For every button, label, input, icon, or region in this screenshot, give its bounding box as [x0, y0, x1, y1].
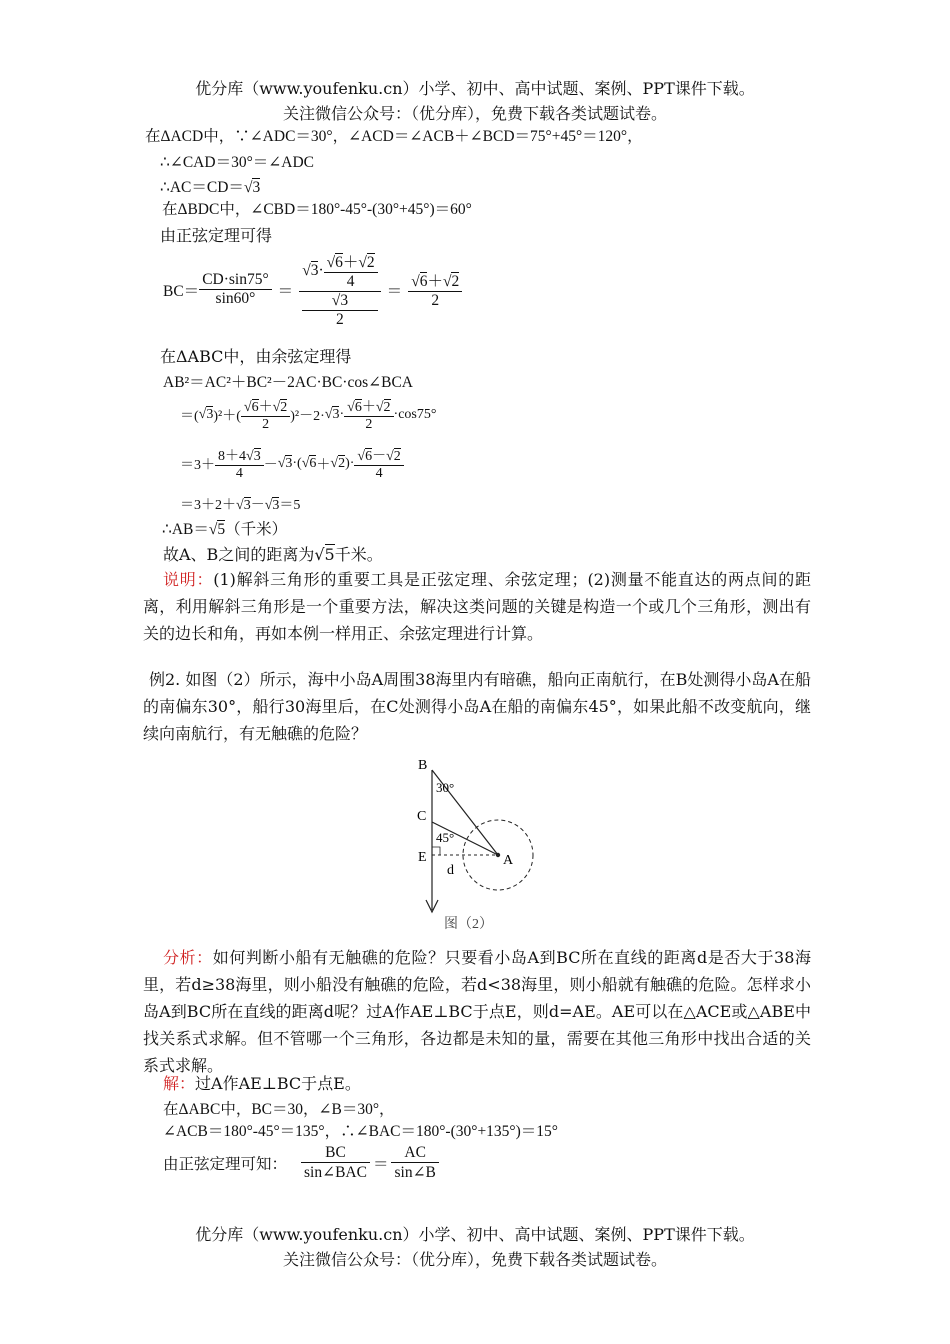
- l10f: 3: [285, 456, 293, 471]
- solution2-line-3: ∠ACB＝180°-45°＝135°，∴∠BAC＝180°-(30°+135°)＝15°: [163, 1123, 558, 1140]
- figure-caption: 图（2）: [444, 917, 493, 932]
- l9h: )²－2·: [290, 408, 325, 424]
- l13b: 5: [324, 545, 335, 564]
- label-d: d: [447, 863, 454, 878]
- line3-text: ∴AC＝CD＝: [160, 179, 244, 196]
- l9-frac-2-num: √6＋√2: [344, 396, 393, 417]
- eq-2: ＝: [386, 282, 403, 300]
- solution2-l1: 过A作AE⊥BC于点E。: [195, 1074, 361, 1093]
- l9e: ＋: [258, 400, 273, 415]
- l13c: 千米。: [334, 545, 383, 564]
- solution-line-10: ＝3＋ $\frac{8+4√3}{4}$ － √ 3 ·( √ 6 ＋ √ 2 )· $\frac{√6-√2}{4}$: [180, 445, 404, 482]
- l9m: 2: [383, 400, 391, 415]
- l13a: 故A、B之间的距离为: [163, 545, 315, 564]
- solution2-line-1: [163, 1071, 361, 1094]
- sqrt3-den: 3: [340, 292, 349, 309]
- sqrt6: 6: [335, 254, 343, 271]
- bc-formula: [163, 250, 462, 329]
- l10j: 2: [338, 456, 346, 471]
- l9c: )²＋(: [213, 408, 241, 424]
- l10k: )·: [345, 455, 355, 471]
- solution-line-12: ∴AB＝√5（千米）: [162, 521, 288, 538]
- solution2-label: 解：: [163, 1074, 196, 1093]
- l12a: ∴AB＝: [162, 521, 209, 538]
- l10i: ＋: [316, 457, 331, 473]
- solution-line-4: 在ΔBDC中，∠CBD＝180°-45°-(30°+45°)＝60°: [162, 201, 472, 218]
- l10l: 6: [365, 449, 373, 464]
- sqrt6-b: 6: [419, 273, 428, 290]
- plus-b: ＋: [427, 273, 443, 290]
- l10-frac-2: [354, 445, 403, 482]
- bc-f3-num: √6＋√2: [408, 269, 462, 292]
- bc-f2-inner-num: √6＋√2: [324, 250, 378, 273]
- l10m: －: [372, 449, 387, 464]
- footer-line-1: 优分库（www.youfenku.cn）小学、初中、高中试题、案例、PPT课件下载。: [195, 1225, 755, 1244]
- bc-f2-inner-den: 4: [346, 273, 355, 290]
- eq-1: ＝: [277, 282, 294, 300]
- solution-line-3: ∴AC＝CD＝√3: [160, 179, 261, 196]
- right-angle-mark: [432, 847, 440, 855]
- sine-law-f2-num: AC: [391, 1144, 438, 1163]
- l9o: ·cos75°: [393, 406, 437, 422]
- l10e: －: [263, 457, 278, 473]
- l12c: （千米）: [225, 521, 288, 538]
- label-b: B: [418, 758, 428, 773]
- l10a: ＝3＋: [180, 457, 215, 473]
- example2-paragraph: 例2. 如图（2）所示，海中小岛A周围38海里内有暗礁，船向正南航行，在B处测得小岛A在船的南偏东30°，船行30海里后，在C处测得小岛A在船的南偏东45°，如果此船不改变航向，继续向南航行，有无触礁的危险？: [143, 670, 811, 743]
- figure-2: [400, 750, 550, 940]
- l11d: 3: [272, 498, 280, 513]
- bc-f2-sqrt3: 3: [310, 262, 319, 279]
- sine-law-f2-den: sin∠B: [394, 1164, 436, 1181]
- sine-law-eq: ＝: [372, 1156, 389, 1173]
- bc-fraction-3: [408, 269, 462, 310]
- solution-line-8: AB²＝AC²＋BC²－2AC·BC·cos∠BCA: [163, 374, 413, 391]
- solution-line-13: 故A、B之间的距离为√5千米。: [163, 545, 383, 564]
- sine-law-frac-2: [391, 1144, 438, 1182]
- sine-law-frac-1: [301, 1144, 370, 1182]
- bc-f2-inner-frac: [324, 250, 378, 291]
- footer-line-2: 关注微信公众号：（优分库），免费下载各类试题试卷。: [282, 1250, 667, 1269]
- l10-frac-2-num: √6－√2: [354, 445, 403, 466]
- label-c: C: [417, 809, 427, 824]
- l9j: ·: [339, 406, 345, 422]
- bc-f2-den-2: 2: [336, 311, 344, 328]
- solution-line-9: ＝( √ 3 )²＋( $\frac{√6+√2}{2}$ )²－2· √ 3 · $\frac{√6+√2}{2}$ ·cos75°: [180, 396, 436, 433]
- note-paragraph: [143, 566, 811, 647]
- bc-f2-num: √ 3 · $\frac{√6+√2}{4}$: [299, 250, 380, 292]
- bc-f1-num: CD·sin75°: [199, 271, 271, 290]
- l10b: 8＋4: [218, 449, 246, 464]
- l9f: 2: [280, 400, 288, 415]
- sine-law-f1-num: BC: [301, 1144, 370, 1163]
- bc-fraction-2: [299, 250, 380, 329]
- sine-law-f1-den: sin∠BAC: [304, 1164, 367, 1181]
- bc-f1-den: sin60°: [215, 290, 256, 307]
- header-line-1: 优分库（www.youfenku.cn）小学、初中、高中试题、案例、PPT课件下载。: [195, 79, 755, 98]
- l11a: ＝3＋2＋: [180, 498, 236, 513]
- label-e: E: [418, 850, 427, 865]
- angle-45-label: 45°: [436, 830, 455, 845]
- solution-line-7: 在ΔABC中，由余弦定理得: [160, 347, 352, 366]
- l12b: 5: [217, 521, 226, 538]
- l10n: 2: [393, 449, 401, 464]
- angle-30-label: 30°: [436, 780, 455, 795]
- l10d: 4: [235, 466, 243, 481]
- analysis-label: 分析：: [163, 948, 213, 967]
- solution-line-1: 在ΔACD中，∵∠ADC＝30°，∠ACD＝∠ACB＋∠BCD＝75°+45°＝120°，: [145, 128, 643, 145]
- label-a: A: [503, 853, 514, 868]
- sqrt3: 3: [252, 179, 261, 196]
- l9-frac-2: [344, 396, 393, 433]
- l9-frac-1-num: √6＋√2: [241, 396, 290, 417]
- analysis-paragraph: [143, 944, 811, 1079]
- bc-f2-dot: ·: [318, 261, 324, 279]
- l10c: 3: [253, 449, 261, 464]
- sqrt2: 2: [366, 254, 375, 271]
- l10-frac-1-num: 8＋4√3: [215, 445, 264, 466]
- solution2-l4-text: 由正弦定理可知：: [163, 1156, 288, 1173]
- bc-fraction-1: [199, 271, 271, 308]
- solution-line-11: ＝3＋2＋√3－√3＝5: [180, 498, 301, 513]
- plus: ＋: [342, 254, 359, 271]
- solution-line-5: 由正弦定理可得: [160, 226, 273, 245]
- l9b: 3: [206, 407, 214, 422]
- solution-line-2: ∴∠CAD＝30°＝∠ADC: [160, 154, 314, 171]
- bc-f2-den-num: √3: [302, 292, 377, 311]
- l9i: 3: [332, 407, 340, 422]
- sqrt2-b: 2: [451, 273, 460, 290]
- l10o: 4: [375, 466, 383, 481]
- analysis-text: 如何判断小船有无触礁的危险？只要看小岛A到BC所在直线的距离d是否大于38海里，若d≥38海里，则小船没有触礁的危险，若d<38海里，则小船就有触礁的危险。怎样求小岛A到BC所在直线的距离d呢？过A作AE⊥BC于点E，则d=AE。AE可以在△ACE或△ABE中找关系式求解。但不管哪一个三角形，各边都是未知的量，需要在其他三角形中找出合适的关系式求解。: [143, 948, 811, 1075]
- note-text: (1)解斜三角形的重要工具是正弦定理、余弦定理；(2)测量不能直达的两点间的距离，利用解斜三角形是一个重要方法，解决这类问题的关键是构造一个或几个三角形，测出有关的边长和角，再如本例一样用正、余弦定理进行计算。: [143, 570, 811, 643]
- bc-lhs: BC＝: [163, 282, 200, 300]
- l10g: ·(: [292, 455, 302, 471]
- l9g: 2: [262, 417, 270, 432]
- header-line-2: 关注微信公众号：（优分库），免费下载各类试题试卷。: [282, 104, 667, 123]
- l9a: ＝(: [180, 408, 199, 424]
- l9n: 2: [365, 417, 373, 432]
- l9k: 6: [354, 400, 362, 415]
- l9d: 6: [251, 400, 259, 415]
- solution2-line-2: 在ΔABC中，BC＝30，∠B＝30°，: [163, 1101, 395, 1118]
- bc-f3-den: 2: [431, 292, 440, 309]
- l10h: 6: [309, 456, 317, 471]
- l9-frac-1: [241, 396, 290, 433]
- solution2-line-4: [163, 1144, 439, 1182]
- l11b: 3: [243, 498, 251, 513]
- l11c: －: [250, 498, 265, 513]
- bc-f2-den: [299, 292, 380, 329]
- l10-frac-1: [215, 445, 264, 482]
- note-label: 说明：: [163, 570, 214, 589]
- l11e: ＝5: [279, 498, 301, 513]
- l9l: ＋: [361, 400, 376, 415]
- point-a: [496, 853, 500, 857]
